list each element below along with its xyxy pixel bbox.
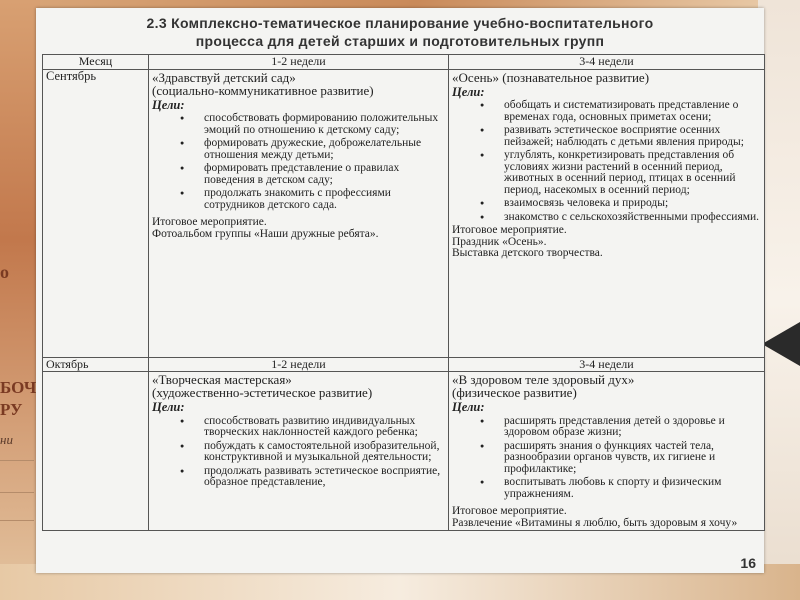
planning-table <box>42 54 765 531</box>
background-fragment: ни <box>0 432 13 447</box>
list-item: ● формировать представление о правилах поведения в детском саду; <box>204 163 445 186</box>
background-rule <box>0 460 34 461</box>
final-event-text: Выставка детского творчества. <box>452 247 603 259</box>
background-fragment: БОЧ <box>0 378 37 397</box>
list-item: ● продолжать знакомить с профессиями сотрудников детского сада. <box>204 188 445 211</box>
plan-cell <box>149 69 449 357</box>
list-item: ● продолжать развивать эстетическое восприятие, образное представление, <box>204 466 445 489</box>
topic-area: (познавательное развитие) <box>502 69 650 85</box>
list-item: ● углублять, конкретизировать представления об условиях жизни растений в осенний период, животных в осенний период, птицах в осенний период, насекомых в осенний период; <box>504 150 761 196</box>
list-item: ● взаимосвязь человека и природы; <box>504 198 761 210</box>
list-item: ● обобщать и систематизировать представление о временах года, основных приметах осени; <box>504 100 761 123</box>
final-event-text: Фотоальбом группы «Наши дружные ребята». <box>152 227 379 240</box>
title-line: 2.3 Комплексно-тематическое планирование учебно-воспитательного <box>146 15 654 31</box>
plan-cell <box>149 372 449 531</box>
final-event-label: Итоговое мероприятие. <box>452 224 567 236</box>
header-weeks-3-4: 3-4 недели <box>449 55 765 70</box>
list-item: ● воспитывать любовь к спорту и физическим упражнениям. <box>504 477 761 500</box>
month-cell: Сентябрь <box>43 69 149 357</box>
header-weeks-3-4: 3-4 недели <box>449 357 765 372</box>
topic-title <box>452 71 761 84</box>
background-decoration <box>762 322 800 366</box>
topic-name: «Осень» <box>452 69 499 85</box>
header-weeks-1-2: 1-2 недели <box>149 357 449 372</box>
list-item: ● расширять представления детей о здоровье и здоровом образе жизни; <box>504 416 761 439</box>
page-title <box>60 14 740 50</box>
background-fragment: РУ <box>0 400 23 419</box>
topic-title: «В здоровом теле здоровый дух» <box>452 372 635 387</box>
goals-label: Цели: <box>452 84 485 99</box>
goals-list <box>452 100 761 223</box>
goals-label: Цели: <box>152 400 185 414</box>
table-row <box>43 69 765 357</box>
table-header-row <box>43 55 765 70</box>
header-weeks-1-2: 1-2 недели <box>149 55 449 70</box>
final-event-label: Итоговое мероприятие. <box>152 216 267 228</box>
background-rule <box>0 492 34 493</box>
title-line: процесса для детей старших и подготовительных групп <box>195 33 605 49</box>
table-subheader-row <box>43 357 765 372</box>
final-event-text: Развлечение «Витамины я люблю, быть здоровым я хочу» <box>452 516 738 529</box>
topic-title: «Творческая мастерская» <box>152 372 292 387</box>
background-rule <box>0 520 34 521</box>
topic-area: (физическое развитие) <box>452 385 577 400</box>
plan-cell <box>449 69 765 357</box>
list-item: ● знакомство с сельскохозяйственными профессиями. <box>504 212 761 224</box>
list-item: ● способствовать развитию индивидуальных творческих наклонностей каждого ребенка; <box>204 416 445 439</box>
goals-label: Цели: <box>152 97 185 112</box>
goals-list <box>452 416 761 501</box>
topic-area: (художественно-эстетическое развитие) <box>152 385 373 400</box>
list-item: ● побуждать к самостоятельной изобразительной, конструктивной и музыкальной деятельности; <box>204 441 445 464</box>
list-item: ● развивать эстетическое восприятие осенних пейзажей; наблюдать с детьми явления природы; <box>504 125 761 148</box>
document-page <box>36 8 764 573</box>
final-event-text: Праздник «Осень». <box>452 235 547 248</box>
month-cell: Октябрь <box>43 357 149 372</box>
goals-label: Цели: <box>452 400 485 414</box>
page-number: 16 <box>740 555 756 571</box>
header-month: Месяц <box>43 55 149 70</box>
background-fragment: о <box>0 262 9 282</box>
list-item: ● формировать дружеские, доброжелательные отношения между детьми; <box>204 138 445 161</box>
background-left-slide <box>0 0 40 600</box>
list-item: ● расширять знания о функциях частей тела, разнообразии органов чувств, их гигиене и профилактике; <box>504 441 761 476</box>
list-item: ● способствовать формированию положительных эмоций по отношению к детскому саду; <box>204 113 445 136</box>
month-cell-empty <box>43 372 149 531</box>
topic-area: (социально-коммуникативное развитие) <box>152 82 374 98</box>
goals-list <box>152 113 445 211</box>
topic-title: «Здравствуй детский сад» <box>152 69 296 85</box>
table-row <box>43 372 765 531</box>
goals-list <box>152 416 445 489</box>
final-event-label: Итоговое мероприятие. <box>452 505 567 517</box>
plan-cell <box>449 372 765 531</box>
